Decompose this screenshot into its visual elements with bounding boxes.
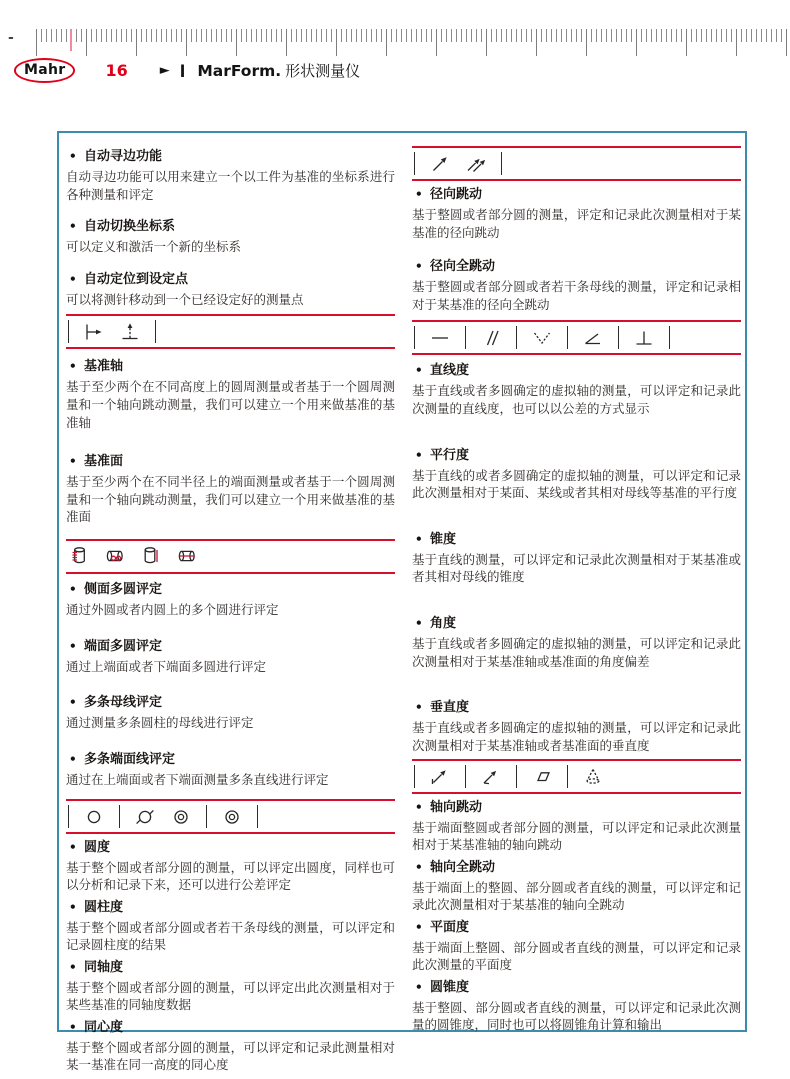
separator-bar <box>501 152 502 175</box>
feature-item <box>66 358 395 431</box>
page-number: 16 <box>105 61 128 80</box>
separator-bar <box>68 805 69 828</box>
feature-title: 同心度 <box>84 1020 124 1036</box>
ruler-major-ticks <box>36 29 790 56</box>
roundness-icon-band <box>66 801 395 832</box>
bullet-icon: • <box>69 1020 77 1035</box>
red-rule <box>66 572 395 574</box>
bullet-icon: • <box>415 980 423 995</box>
radial-runout-icon <box>429 153 451 175</box>
roundness-icon <box>83 806 105 828</box>
roundness-block <box>66 839 395 1073</box>
feature-description: 基于端面整圆或者部分圆的测量，可以评定和记录此次测量相对于某基准轴的轴向跳动 <box>412 820 741 853</box>
feature-description: 基于整个圆或者部分圆的测量，可以评定和记录此测量相对某一基准在同一高度的同心度 <box>66 1040 395 1073</box>
separator-bar <box>414 326 415 349</box>
red-rule <box>66 347 395 349</box>
bullet-icon: • <box>415 860 423 875</box>
feature-item <box>66 959 395 1013</box>
feature-item <box>412 362 741 417</box>
multi-measure-block <box>66 581 395 788</box>
auto-functions-block <box>66 148 395 308</box>
separator-bar <box>206 805 207 828</box>
feature-description: 通过测量多条圆柱的母线进行评定 <box>66 715 254 731</box>
feature-description: 基于端面上的整圆、部分圆或者直线的测量，可以评定和记录此次测量相对于某基准的轴向全跳动 <box>412 880 741 913</box>
bullet-icon: • <box>69 581 77 596</box>
feature-description: 基于整个圆或者部分圆或者若干条母线的测量，可以评定和记录圆柱度的结果 <box>66 920 395 953</box>
axial-runout-icon <box>429 766 451 788</box>
mahr-logo: Mahr <box>14 58 75 83</box>
datum-block <box>66 358 395 526</box>
bullet-icon: • <box>415 800 423 815</box>
feature-item <box>412 979 741 1033</box>
concentricity-icon <box>221 806 243 828</box>
feature-item <box>412 699 741 754</box>
bullet-icon: • <box>415 447 423 462</box>
feature-item <box>412 615 741 670</box>
bullet-icon: • <box>415 531 423 546</box>
separator-bar <box>618 326 619 349</box>
feature-item <box>66 839 395 893</box>
separator-bar <box>669 326 670 349</box>
feature-description: 通过上端面或者下端面多圆进行评定 <box>66 658 267 674</box>
feature-title: 角度 <box>430 615 457 631</box>
feature-item <box>412 531 741 586</box>
feature-title: 同轴度 <box>84 960 124 976</box>
face-line-icon <box>176 545 198 567</box>
radial-total-runout-icon <box>465 153 487 175</box>
feature-description: 基于端面上整圆、部分圆或者直线的测量，可以评定和记录此次测量的平面度 <box>412 940 741 973</box>
feature-title: 多条端面线评定 <box>84 751 176 767</box>
feature-title: 基准面 <box>84 454 124 470</box>
bullet-icon: • <box>415 920 423 935</box>
radial-runout-icon-band <box>412 148 741 179</box>
parallelism-icon <box>480 327 502 349</box>
cylindricity-icon <box>134 806 156 828</box>
bullet-icon: • <box>415 615 423 630</box>
feature-description: 基于直线或者多圆确定的虚拟轴的测量，可以评定和记录此次测量相对于某基准轴或者基准面的垂直度 <box>412 720 741 753</box>
datum-plane-icon <box>119 321 141 343</box>
feature-item <box>66 694 395 732</box>
feature-item <box>66 899 395 953</box>
feature-item <box>66 751 395 789</box>
separator-bar <box>567 326 568 349</box>
feature-item <box>66 148 395 203</box>
separator-bar <box>516 326 517 349</box>
right-column <box>412 146 741 1079</box>
bullet-icon: • <box>69 840 77 855</box>
feature-description: 基于整圆或者部分圆或者若干条母线的测量，评定和记录相对于某基准的径向全跳动 <box>412 279 741 312</box>
line-form-icon-band <box>412 322 741 353</box>
separator-bar <box>68 320 69 343</box>
feature-description: 基于至少两个在不同半径上的端面测量或者基于一个圆周测量和一个轴向跳动测量，我们可以建立一个用来做基准的基准面 <box>66 474 395 525</box>
feature-title: 自动寻边功能 <box>84 149 163 164</box>
feature-description: 基于整个圆或者部分圆的测量，可以评定出此次测量相对于某些基准的同轴度数据 <box>66 980 395 1013</box>
product-name: MarForm. <box>197 61 282 80</box>
coaxiality-icon <box>170 806 192 828</box>
bullet-icon: • <box>69 695 77 710</box>
bullet-icon: • <box>415 259 423 274</box>
feature-description: 基于整圆或者部分圆的测量，评定和记录此次测量相对于某基准的径向跳动 <box>412 207 741 240</box>
feature-description: 基于整个圆或者部分圆的测量，可以评定出圆度，同样也可以分析和记录下来，还可以进行公差评定 <box>66 860 395 893</box>
feature-title: 端面多圆评定 <box>84 638 163 654</box>
red-rule <box>412 353 741 355</box>
feature-description: 基于直线的或者多圆确定的虚拟轴的测量，可以评定和记录此次测量相对于某面、某线或者其相对母线等基准的平行度 <box>412 467 741 501</box>
flatness-icon <box>531 766 553 788</box>
multi-measure-icon-band <box>66 541 395 572</box>
feature-title: 自动切换坐标系 <box>84 219 176 235</box>
line-form-block <box>412 362 741 754</box>
ruler-red-tick <box>70 29 72 51</box>
feature-item <box>66 1019 395 1073</box>
bullet-icon: • <box>69 751 77 766</box>
feature-item <box>66 218 395 256</box>
feature-title: 侧面多圆评定 <box>84 581 163 597</box>
perpendicularity-icon <box>633 327 655 349</box>
feature-title: 直线度 <box>430 363 470 379</box>
bullet-icon: • <box>415 187 423 201</box>
feature-title: 多条母线评定 <box>84 695 163 711</box>
feature-title: 轴向跳动 <box>430 800 483 816</box>
feature-item <box>66 271 395 309</box>
left-column <box>66 146 395 1079</box>
cylinder-multi-circle-icon <box>68 545 90 567</box>
radial-runout-block <box>412 186 741 313</box>
straightness-icon <box>429 327 451 349</box>
feature-item <box>412 799 741 853</box>
feature-item <box>412 919 741 973</box>
feature-item <box>412 258 741 313</box>
feature-description: 通过外圆或者内圆上的多个圆进行评定 <box>66 601 279 617</box>
feature-title: 径向跳动 <box>430 187 483 202</box>
bullet-icon: • <box>69 219 77 234</box>
feature-description: 基于整圆、部分圆或者直线的测量，可以评定和记录此次测量的圆锥度，同时也可以将圆锥角计算和输出 <box>412 1000 741 1033</box>
feature-title: 轴向全跳动 <box>430 860 496 876</box>
feature-item <box>412 447 741 502</box>
axial-total-runout-icon <box>480 766 502 788</box>
separator-bar <box>414 152 415 175</box>
separator-bar <box>155 320 156 343</box>
bullet-icon: • <box>69 900 77 915</box>
feature-item <box>66 638 395 676</box>
page-header <box>14 58 360 83</box>
feature-item <box>412 859 741 913</box>
feature-title: 径向全跳动 <box>430 259 496 275</box>
feature-item <box>66 453 395 526</box>
ruler-dash: - <box>8 30 14 46</box>
feature-title: 平面度 <box>430 920 470 936</box>
separator-bar <box>257 805 258 828</box>
red-rule <box>412 179 741 181</box>
header-separator: I <box>179 60 186 81</box>
feature-description: 基于至少两个在不同高度上的圆周测量或者基于一个圆周测量和一个轴向跳动测量，我们可以建立一个用来做基准的基准轴 <box>66 379 395 430</box>
product-subtitle: 形状测量仪 <box>285 62 361 80</box>
bullet-icon: • <box>69 960 77 975</box>
separator-bar <box>465 765 466 788</box>
red-rule <box>412 792 741 794</box>
feature-title: 锥度 <box>430 531 457 547</box>
feature-title: 平行度 <box>430 447 470 463</box>
ruler <box>36 29 790 56</box>
feature-title: 自动定位到设定点 <box>84 271 189 287</box>
datum-icon-band <box>66 316 395 347</box>
bullet-icon: • <box>69 149 77 163</box>
feature-item <box>66 581 395 619</box>
feature-description: 自动寻边功能可以用来建立一个以工件为基准的坐标系进行各种测量和评定 <box>66 169 395 202</box>
feature-title: 圆度 <box>84 840 111 856</box>
bullet-icon: • <box>415 363 423 378</box>
red-rule <box>66 832 395 834</box>
content-box <box>57 131 747 1073</box>
separator-bar <box>119 805 120 828</box>
face-multi-circle-icon <box>104 545 126 567</box>
bullet-icon: • <box>415 700 423 715</box>
feature-description: 可以定义和激活一个新的坐标系 <box>66 239 242 255</box>
feature-description: 通过在上端面或者下端面测量多条直线进行评定 <box>66 771 329 787</box>
bullet-icon: • <box>69 638 77 653</box>
bullet-icon: • <box>69 271 77 286</box>
feature-title: 基准轴 <box>84 359 124 375</box>
taper-icon <box>531 327 553 349</box>
feature-description: 基于直线或者多圆确定的虚拟轴的测量，可以评定和记录此次测量相对于某基准轴或基准面的角度偏差 <box>412 635 741 669</box>
cylinder-generatrix-icon <box>140 545 162 567</box>
cone-icon <box>582 766 604 788</box>
separator-bar <box>465 326 466 349</box>
pointer-icon: ► <box>159 63 170 78</box>
separator-bar <box>516 765 517 788</box>
feature-item <box>412 186 741 241</box>
feature-description: 可以将测针移动到一个已经设定好的测量点 <box>66 291 304 307</box>
separator-bar <box>414 765 415 788</box>
axial-runout-icon-band <box>412 761 741 792</box>
separator-bar <box>567 765 568 788</box>
feature-title: 圆柱度 <box>84 900 124 916</box>
feature-description: 基于直线或者多圆确定的虚拟轴的测量，可以评定和记录此次测量的直线度，也可以以公差的方式显示 <box>412 383 741 416</box>
bullet-icon: • <box>69 359 77 374</box>
feature-description: 基于直线的测量，可以评定和记录此次测量相对于某基准或者其相对母线的锥度 <box>412 551 741 585</box>
feature-title: 圆锥度 <box>430 980 470 996</box>
bullet-icon: • <box>69 454 77 469</box>
angularity-icon <box>582 327 604 349</box>
datum-axis-icon <box>83 321 105 343</box>
axial-runout-block <box>412 799 741 1033</box>
feature-title: 垂直度 <box>430 700 470 716</box>
